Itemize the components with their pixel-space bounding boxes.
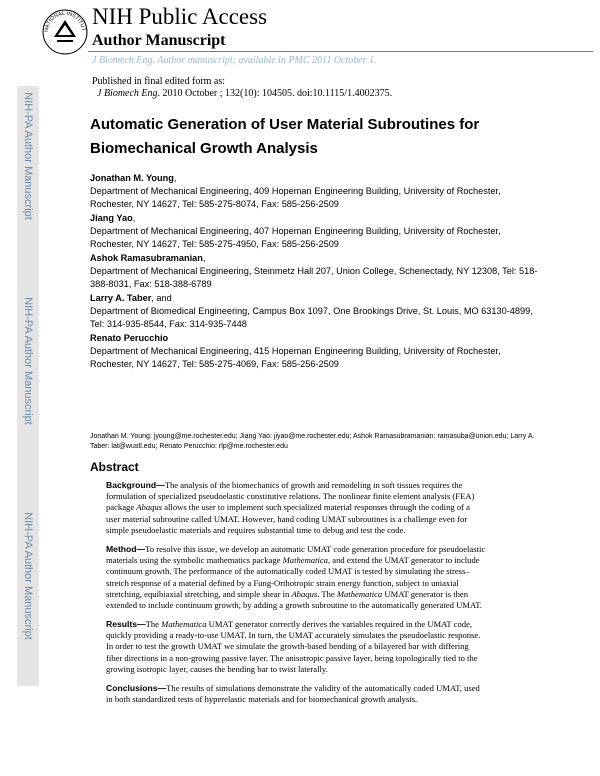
method-italic: Mathematica	[336, 588, 383, 599]
author-name: Jiang Yao	[90, 213, 133, 223]
method-text: , and extend the UMAT generator to include continuum growth. The performance of the automatically coded UMAT is tested by simulating the stress–stretch response of a material defined by a Fung-Orthotropic strain energy function, subject to uniaxial stretching, equibiaxial stretching, and simple shear in	[106, 555, 480, 599]
citation-details: . 2010 October ; 132(10): 104505. doi:10.1115/1.4002375.	[157, 88, 393, 99]
abstract-method	[106, 544, 486, 611]
background-text: The analysis of the biomechanics of growth and remodeling in soft tissues requires the formulation of specialized pseudoelastic constitutive relations. The nonlinear finite element analysis (FEA) package	[106, 480, 475, 513]
sidebar-label: NIH-PA Author Manuscript	[22, 512, 34, 640]
author-suffix: ,	[132, 213, 136, 223]
published-label: Published in final edited form as:	[92, 76, 226, 87]
method-text: . The	[317, 588, 337, 599]
method-text: UMAT generator is then extended to include continuum growth, by adding a growth subroutine to the automatically generated UMAT.	[106, 588, 482, 610]
method-italic: Mathematica	[282, 555, 328, 566]
nih-public-access-title: NIH Public Access	[92, 4, 268, 29]
abstract-conclusions	[106, 683, 486, 705]
author-block	[90, 292, 540, 331]
author-manuscript-title: Author Manuscript	[92, 32, 226, 49]
author-affiliation: Department of Mechanical Engineering, 409 Hopeman Engineering Building, University of Rochester, Rochester, NY 14627, Tel: 585-275-8074, Fax: 585-256-2509	[90, 186, 501, 209]
method-lead: Method—	[106, 544, 146, 554]
author-affiliation: Department of Mechanical Engineering, 415 Hopeman Engineering Building, University of Rochester, Rochester, NY 14627, Tel: 585-275-4069, Fax: 585-256-2509	[90, 346, 501, 369]
abstract-background	[106, 480, 486, 536]
conclusions-lead: Conclusions—	[106, 683, 167, 693]
author-name: Renato Perucchio	[90, 333, 169, 343]
author-block	[90, 332, 540, 371]
author-suffix: ,	[173, 173, 177, 183]
author-suffix: ,	[202, 253, 206, 263]
author-affiliation: Department of Mechanical Engineering, 407 Hopeman Engineering Building, University of Rochester, Rochester, NY 14627, Tel: 585-275-4950, Fax: 585-256-2509	[90, 226, 501, 249]
author-name: Larry A. Taber	[90, 293, 152, 303]
conclusions-text: The results of simulations demonstrate the validity of the automatically coded UMAT, used in both standardized tests of hyperelastic materials and for biomechanical growth analysis.	[106, 683, 480, 705]
author-block	[90, 252, 540, 291]
results-text: The	[145, 619, 162, 629]
sidebar-label: NIH-PA Author Manuscript	[22, 92, 34, 220]
author-emails: Jonathan M. Young: jyoung@me.rochester.edu; Jiang Yao: jiyao@me.rochester.edu; Ashok Ramasubramanian: ramasuba@union.edu; Larry A. Taber: lat@wustl.edu; Renato Perucchio: rlp@me.rochester.edu	[90, 433, 535, 450]
results-lead: Results—	[106, 619, 146, 629]
method-italic: Abaqus	[291, 588, 318, 599]
background-text: allows the user to implement such specialized material responses through the coding of a user material subroutine called UMAT. However, hand coding UMAT subroutines is a challenge even for simple pseudoelastic materials and requires substantial time to debug and test the code.	[106, 502, 470, 535]
method-text: To resolve this issue, we develop an automatic UMAT code generation procedure for pseudoelastic materials using the symbolic mathematics package	[106, 544, 486, 566]
author-name: Ashok Ramasubramanian	[90, 253, 203, 263]
header-divider	[88, 51, 593, 52]
author-name: Jonathan M. Young	[90, 173, 174, 183]
author-block	[90, 212, 540, 251]
author-affiliation: Department of Mechanical Engineering, Steinmetz Hall 207, Union College, Schenectady, NY 12308, Tel: 518-388-8031, Fax: 518-388-6789	[90, 266, 538, 289]
citation	[97, 88, 392, 99]
nih-logo	[40, 4, 90, 64]
abstract-heading: Abstract	[90, 460, 139, 474]
logo-ring-text: NATIONAL INSTITUT	[43, 10, 87, 33]
results-italic: Mathematica	[161, 619, 207, 629]
results-text: UMAT generator correctly derives the variables required in the UMAT code, quickly providing a ready-to-use UMAT. In turn, the UMAT accurately simulates the pseudoelastic response. In order to test the growth UMAT we simulate the growth-based bending of a bilayered bar with differing fiber directions in a non-growing passive layer. The anisotropic passive layer, being topologically tied to the growing isotropic layer, causes the bending bar to twist laterally.	[106, 619, 481, 674]
sidebar-label: NIH-PA Author Manuscript	[22, 297, 34, 425]
author-affiliation: Department of Biomedical Engineering, Campus Box 1097, One Brookings Drive, St. Louis, MO 63130-4899, Tel: 314-935-8544, Fax: 314-935-7448	[90, 306, 533, 329]
abstract-results	[106, 619, 486, 675]
background-lead: Background—	[106, 480, 165, 490]
background-italic: Abaqus	[136, 502, 163, 513]
author-block	[90, 172, 540, 211]
citation-journal: J Biomech Eng	[97, 88, 158, 99]
journal-availability-line: J Biomech Eng. Author manuscript; available in PMC 2011 October 1.	[92, 55, 377, 66]
author-suffix: , and	[151, 293, 172, 303]
article-title: Automatic Generation of User Material Subroutines for Biomechanical Growth Analysis	[90, 116, 480, 157]
